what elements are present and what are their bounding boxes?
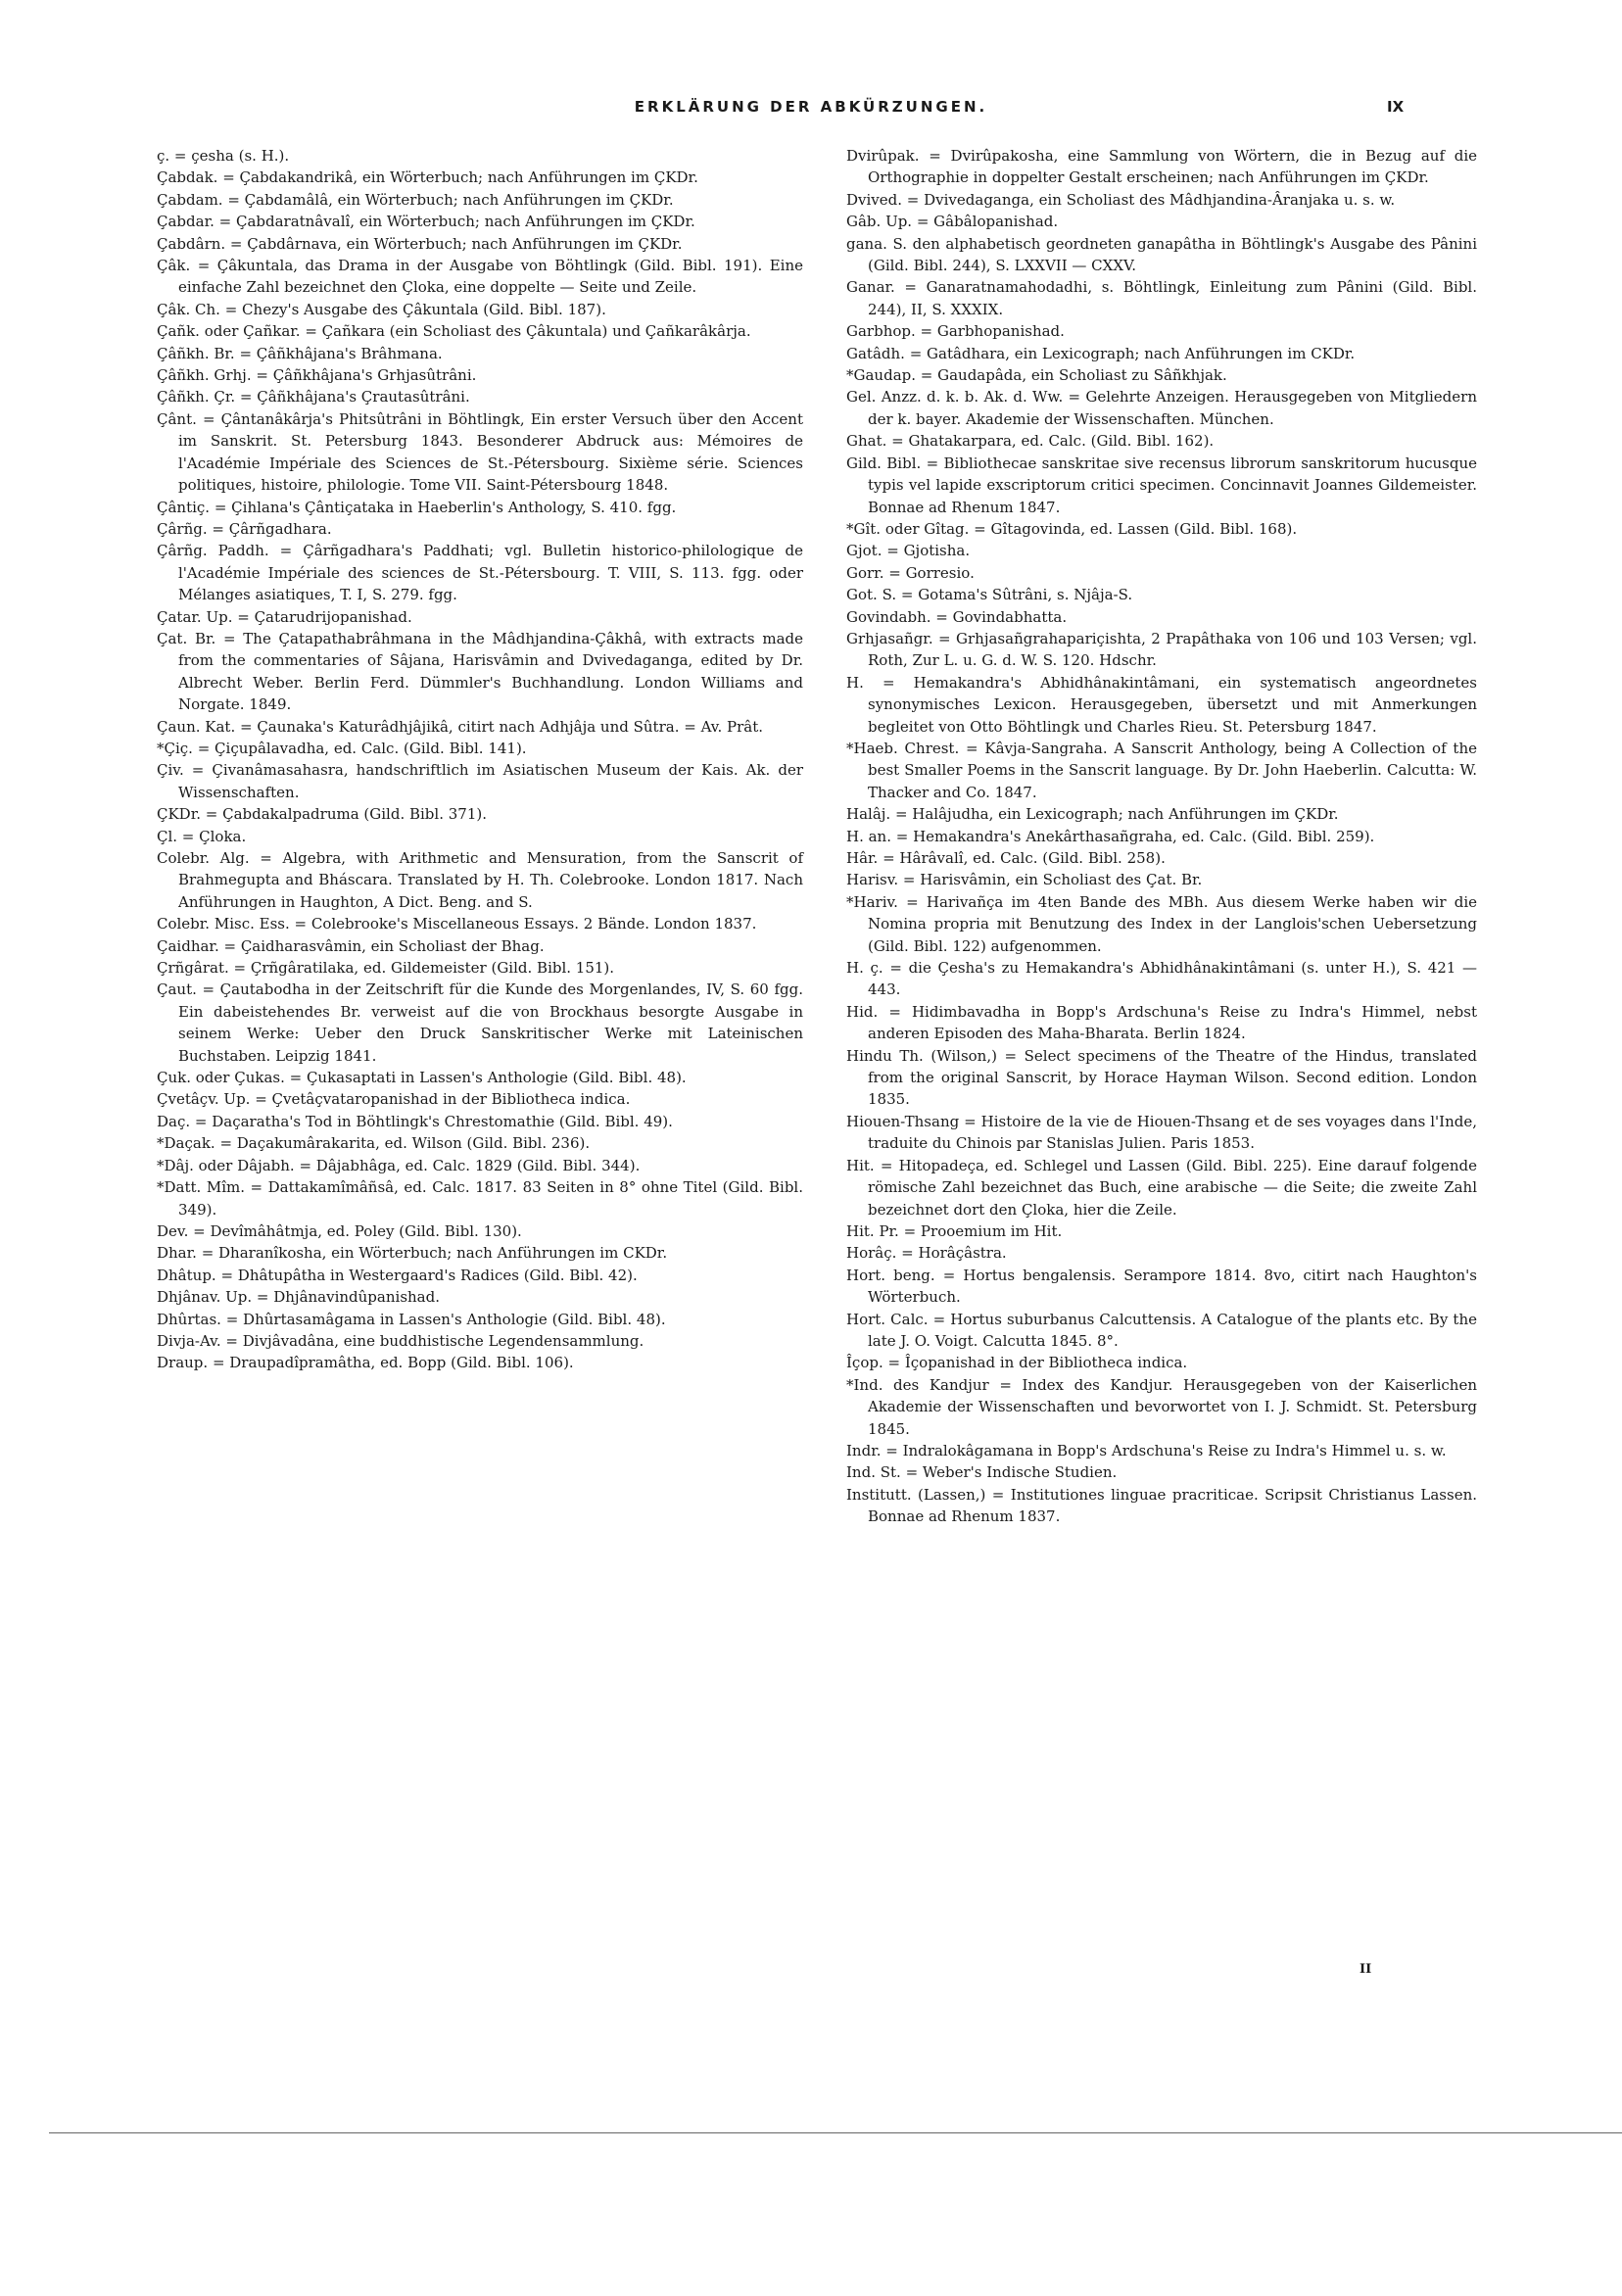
abbreviation-entry: Gatâdh. = Gatâdhara, ein Lexicograph; nach Anführungen im CKDr. bbox=[846, 344, 1356, 362]
abbreviation-entry: Dhjânav. Up. = Dhjânavindûpanishad. bbox=[157, 1288, 440, 1307]
abbreviation-entry: Çaun. Kat. = Çaunaka's Katurâdhjâjikâ, citirt nach Adhjâja und Sûtra. = Av. Prât. bbox=[157, 717, 764, 736]
abbreviation-entry: Çârñg. Paddh. = Çârñgadhara's Paddhati; vgl. Bulletin historico-philologique de l'Académie Impériale des sciences de St.-Pétersbourg. T. VIII, S. 113. fgg. oder Mélanges asiatiques, T. I, S. 279. fgg. bbox=[157, 542, 803, 604]
abbreviation-entry: Hit. = Hitopadeça, ed. Schlegel und Lassen (Gild. Bibl. 225). Eine darauf folgende römische Zahl bezeichnet das Buch, eine arabische — die Seite; die zweite Zahl bezeichnet dort den Çloka, hier die Zeile. bbox=[846, 1156, 1477, 1219]
abbreviation-entry: Dvived. = Dvivedaganga, ein Scholiast des Mâdhjandina-Âranjaka u. s. w. bbox=[846, 190, 1396, 209]
abbreviation-entry: Grhjasañgr. = Grhjasañgrahapariçishta, 2 Prapâthaka von 106 und 103 Versen; vgl. Roth, Zur L. u. G. d. W. S. 120. Hdschr. bbox=[846, 629, 1477, 670]
abbreviation-entry: Hiouen-Thsang = Histoire de la vie de Hiouen-Thsang et de ses voyages dans l'Inde, traduite du Chinois par Stanislas Julien. Paris 1853. bbox=[846, 1112, 1477, 1153]
abbreviation-entry: *Gît. oder Gîtag. = Gîtagovinda, ed. Lassen (Gild. Bibl. 168). bbox=[846, 519, 1298, 538]
abbreviation-entry: H. ç. = die Çesha's zu Hemakandra's Abhidhânakintâmani (s. unter H.), S. 421 — 443. bbox=[846, 959, 1477, 999]
abbreviation-entry: Institutt. (Lassen,) = Institutiones linguae pracriticae. Scripsit Christianus Lassen. Bonnae ad Rhenum 1837. bbox=[846, 1485, 1477, 1526]
abbreviation-entry: *Çiç. = Çiçupâlavadha, ed. Calc. (Gild. Bibl. 141). bbox=[157, 739, 527, 757]
abbreviation-entry: Got. S. = Gotama's Sûtrâni, s. Njâja-S. bbox=[846, 586, 1133, 604]
right-column bbox=[846, 145, 1477, 1528]
abbreviation-entry: *Ind. des Kandjur = Index des Kandjur. Herausgegeben von der Kaiserlichen Akademie der Wissenschaften und bevorwortet von I. J. Schmidt. St. Petersburg 1845. bbox=[846, 1375, 1477, 1438]
abbreviation-entry: Dhâtup. = Dhâtupâtha in Westergaard's Radices (Gild. Bibl. 42). bbox=[157, 1266, 638, 1284]
abbreviation-entry: *Dâj. oder Dâjabh. = Dâjabhâga, ed. Calc. 1829 (Gild. Bibl. 344). bbox=[157, 1156, 641, 1174]
abbreviation-entry: ÇKDr. = Çabdakalpadruma (Gild. Bibl. 371). bbox=[157, 805, 487, 824]
abbreviation-entry: Hâr. = Hârâvalî, ed. Calc. (Gild. Bibl. 258). bbox=[846, 849, 1166, 867]
abbreviation-entry: Draup. = Draupadîpramâtha, ed. Bopp (Gild. Bibl. 106). bbox=[157, 1354, 574, 1372]
abbreviation-entry: H. an. = Hemakandra's Anekârthasañgraha, ed. Calc. (Gild. Bibl. 259). bbox=[846, 827, 1375, 845]
abbreviation-entry: *Hariv. = Harivañça im 4ten Bande des MBh. Aus diesem Werke haben wir die Nomina propria mit Benutzung des Index in der Langlois'schen Uebersetzung (Gild. Bibl. 122) aufgenommen. bbox=[846, 892, 1477, 955]
abbreviation-entry: Çâñkh. Br. = Çâñkhâjana's Brâhmana. bbox=[157, 344, 443, 362]
abbreviation-entry: *Datt. Mîm. = Dattakamîmâñsâ, ed. Calc. 1817. 83 Seiten in 8° ohne Titel (Gild. Bibl. 349). bbox=[157, 1178, 803, 1219]
abbreviation-entry: Çâk. = Çâkuntala, das Drama in der Ausgabe von Böhtlingk (Gild. Bibl. 191). Eine einfache Zahl bezeichnet den Çloka, eine doppelte — Seite und Zeile. bbox=[157, 257, 803, 297]
abbreviation-entry: Govindabh. = Govindabhatta. bbox=[846, 607, 1068, 626]
abbreviation-entry: Harisv. = Harisvâmin, ein Scholiast des Çat. Br. bbox=[846, 871, 1203, 889]
abbreviation-entry: Çântiç. = Çihlana's Çântiçataka in Haeberlin's Anthology, S. 410. fgg. bbox=[157, 498, 677, 516]
abbreviation-entry: *Gaudap. = Gaudapâda, ein Scholiast zu Sâñkhjak. bbox=[846, 366, 1227, 385]
abbreviation-entry: Dhar. = Dharanîkosha, ein Wörterbuch; nach Anführungen im CKDr. bbox=[157, 1244, 668, 1263]
abbreviation-entry: Çâñkh. Grhj. = Çâñkhâjana's Grhjasûtrâni. bbox=[157, 366, 477, 385]
abbreviation-entry: Îçop. = Îçopanishad in der Bibliotheca indica. bbox=[846, 1354, 1188, 1372]
left-column bbox=[157, 145, 803, 1374]
abbreviation-entry: Çaidhar. = Çaidharasvâmin, ein Scholiast der Bhag. bbox=[157, 936, 545, 955]
abbreviation-entry: Çl. = Çloka. bbox=[157, 827, 247, 845]
abbreviation-entry: Çabdârn. = Çabdârnava, ein Wörterbuch; nach Anführungen im ÇKDr. bbox=[157, 234, 683, 253]
abbreviation-entry: Garbhop. = Garbhopanishad. bbox=[846, 322, 1065, 341]
page-number: IX bbox=[1387, 98, 1405, 116]
abbreviation-entry: Dvirûpak. = Dvirûpakosha, eine Sammlung von Wörtern, die in Bezug auf die Orthographie in doppelter Gestalt erscheinen; nach Anführungen im ÇKDr. bbox=[846, 147, 1477, 187]
abbreviation-entry: H. = Hemakandra's Abhidhânakintâmani, ein systematisch angeordnetes synonymisches Lexicon. Herausgegeben, übersetzt und mit Anmerkungen begleitet von Otto Böhtlingk und Charles Rieu. St. Petersburg 1847. bbox=[846, 673, 1477, 736]
abbreviation-entry: Çañk. oder Çañkar. = Çañkara (ein Scholiast des Çâkuntala) und Çañkarâkârja. bbox=[157, 322, 751, 341]
abbreviation-entry: Çabdak. = Çabdakandrikâ, ein Wörterbuch; nach Anführungen im ÇKDr. bbox=[157, 168, 698, 187]
abbreviation-entry: Ghat. = Ghatakarpara, ed. Calc. (Gild. Bibl. 162). bbox=[846, 432, 1215, 451]
abbreviation-entry: Çiv. = Çivanâmasahasra, handschriftlich im Asiatischen Museum der Kais. Ak. der Wissenschaften. bbox=[157, 761, 803, 801]
abbreviation-entry: Gorr. = Gorresio. bbox=[846, 563, 975, 582]
abbreviation-entry: Çatar. Up. = Çatarudrijopanishad. bbox=[157, 607, 412, 626]
abbreviation-entry: Çrñgârat. = Çrñgâratilaka, ed. Gildemeister (Gild. Bibl. 151). bbox=[157, 959, 615, 978]
abbreviation-entry: Horâç. = Horâçâstra. bbox=[846, 1244, 1007, 1263]
abbreviation-entry: Çânt. = Çântanâkârja's Phitsûtrâni in Böhtlingk, Ein erster Versuch über den Accent im Sanskrit. St. Petersburg 1843. Besonderer Abdruck aus: Mémoires de l'Académie Impériale des Sciences de St.-Pétersbourg. Sixième série. Sciences politiques, histoire, philologie. Tome VII. Saint-Pétersbourg 1848. bbox=[157, 409, 803, 495]
abbreviation-entry: Colebr. Alg. = Algebra, with Arithmetic and Mensuration, from the Sanscrit of Brahmegupta and Bháscara. Translated by H. Th. Colebrooke. London 1817. Nach Anführungen in Haughton, A Dict. Beng. and S. bbox=[157, 849, 803, 911]
abbreviation-entry: Dhûrtas. = Dhûrtasamâgama in Lassen's Anthologie (Gild. Bibl. 48). bbox=[157, 1310, 666, 1328]
abbreviation-entry: Hit. Pr. = Prooemium im Hit. bbox=[846, 1221, 1063, 1240]
abbreviation-entry: Hid. = Hidimbavadha in Bopp's Ardschuna's Reise zu Indra's Himmel, nebst anderen Episoden des Maha-Bharata. Berlin 1824. bbox=[846, 1002, 1477, 1043]
abbreviation-entry: Hort. Calc. = Hortus suburbanus Calcuttensis. A Catalogue of the plants etc. By the late J. O. Voigt. Calcutta 1845. 8°. bbox=[846, 1310, 1477, 1350]
abbreviation-entry: gana. S. den alphabetisch geordneten ganapâtha in Böhtlingk's Ausgabe des Pânini (Gild. Bibl. 244), S. LXXVII — CXXV. bbox=[846, 234, 1477, 275]
abbreviation-entry: Çabdam. = Çabdamâlâ, ein Wörterbuch; nach Anführungen im ÇKDr. bbox=[157, 190, 674, 209]
abbreviation-entry: Gjot. = Gjotisha. bbox=[846, 542, 971, 560]
abbreviation-entry: Dev. = Devîmâhâtmja, ed. Poley (Gild. Bibl. 130). bbox=[157, 1221, 522, 1240]
abbreviation-entry: Çvetâçv. Up. = Çvetâçvataropanishad in der Bibliotheca indica. bbox=[157, 1090, 631, 1109]
abbreviation-entry: Divja-Av. = Divjâvadâna, eine buddhistische Legendensammlung. bbox=[157, 1331, 644, 1350]
abbreviation-entry: Daç. = Daçaratha's Tod in Böhtlingk's Chrestomathie (Gild. Bibl. 49). bbox=[157, 1112, 673, 1130]
abbreviation-entry: Çâk. Ch. = Chezy's Ausgabe des Çâkuntala (Gild. Bibl. 187). bbox=[157, 300, 606, 318]
abbreviation-entry: Halâj. = Halâjudha, ein Lexicograph; nach Anführungen im ÇKDr. bbox=[846, 805, 1339, 824]
abbreviation-entry: Çabdar. = Çabdaratnâvalî, ein Wörterbuch; nach Anführungen im ÇKDr. bbox=[157, 213, 695, 231]
abbreviation-entry: Indr. = Indralokâgamana in Bopp's Ardschuna's Reise zu Indra's Himmel u. s. w. bbox=[846, 1441, 1447, 1459]
abbreviation-entry: *Daçak. = Daçakumârakarita, ed. Wilson (Gild. Bibl. 236). bbox=[157, 1134, 591, 1153]
bottom-rule bbox=[49, 2132, 1622, 2133]
abbreviation-entry: ç. = çesha (s. H.). bbox=[157, 147, 290, 165]
abbreviation-entry: Çâñkh. Çr. = Çâñkhâjana's Çrautasûtrâni. bbox=[157, 388, 470, 407]
abbreviation-entry: Hort. beng. = Hortus bengalensis. Serampore 1814. 8vo, citirt nach Haughton's Wörterbuch. bbox=[846, 1266, 1477, 1307]
abbreviation-entry: Gel. Anzz. d. k. b. Ak. d. Ww. = Gelehrte Anzeigen. Herausgegeben von Mitgliedern der k. bayer. Akademie der Wissenschaften. München. bbox=[846, 388, 1477, 428]
printer-signature: II bbox=[1360, 1962, 1372, 1977]
abbreviation-entry: Çaut. = Çautabodha in der Zeitschrift für die Kunde des Morgenlandes, IV, S. 60 fgg. Ein dabeistehendes Br. verweist auf die von Brockhaus besorgte Ausgabe in seinem Werke: Ueber den Druck Sanskritischer Werke mit Lateinischen Buchstaben. Leipzig 1841. bbox=[157, 981, 803, 1065]
abbreviation-entry: Gâb. Up. = Gâbâlopanishad. bbox=[846, 213, 1059, 231]
page-title: ERKLÄRUNG DER ABKÜRZUNGEN. bbox=[634, 98, 988, 116]
abbreviation-entry: Hindu Th. (Wilson,) = Select specimens of the Theatre of the Hindus, translated from the original Sanscrit, by Horace Hayman Wilson. Second edition. London 1835. bbox=[846, 1046, 1477, 1109]
abbreviation-entry: Colebr. Misc. Ess. = Colebrooke's Miscellaneous Essays. 2 Bände. London 1837. bbox=[157, 915, 757, 933]
abbreviation-entry: *Haeb. Chrest. = Kâvja-Sangraha. A Sanscrit Anthology, being A Collection of the best Smaller Poems in the Sanscrit language. By Dr. John Haeberlin. Calcutta: W. Thacker and Co. 1847. bbox=[846, 739, 1477, 801]
abbreviation-entry: Çârñg. = Çârñgadhara. bbox=[157, 519, 332, 538]
abbreviation-entry: Çat. Br. = The Çatapathabrâhmana in the Mâdhjandina-Çâkhâ, with extracts made from the commentaries of Sâjana, Harisvâmin and Dvivedaganga, edited by Dr. Albrecht Weber. Berlin Ferd. Dümmler's Buchhandlung. London Williams and Norgate. 1849. bbox=[157, 629, 803, 714]
abbreviation-entry: Ganar. = Ganaratnamahodadhi, s. Böhtlingk, Einleitung zum Pânini (Gild. Bibl. 244), II, S. XXXIX. bbox=[846, 278, 1477, 318]
abbreviation-entry: Gild. Bibl. = Bibliothecae sanskritae sive recensus librorum sanskritorum hucusque typis vel lapide exscriptorum critici specimen. Concinnavit Joannes Gildemeister. Bonnae ad Rhenum 1847. bbox=[846, 454, 1477, 516]
abbreviation-entry: Ind. St. = Weber's Indische Studien. bbox=[846, 1463, 1118, 1482]
abbreviation-entry: Çuk. oder Çukas. = Çukasaptati in Lassen's Anthologie (Gild. Bibl. 48). bbox=[157, 1069, 687, 1087]
